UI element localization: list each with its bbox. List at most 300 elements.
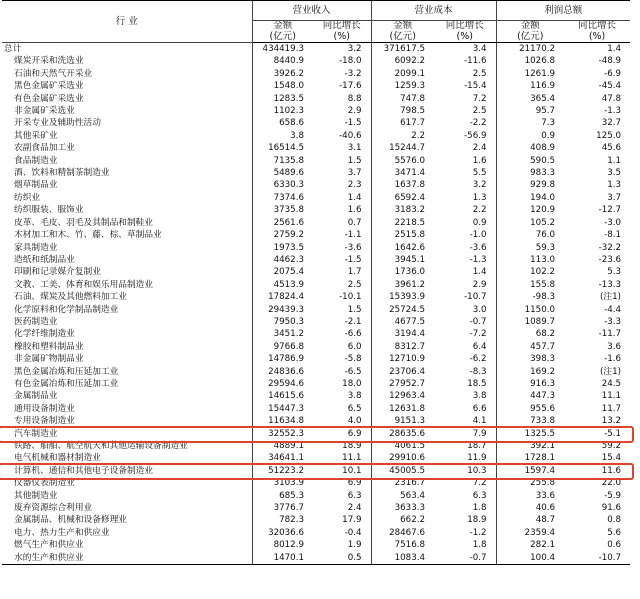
value-cell-profit-g: -32.2 bbox=[598, 242, 622, 253]
value-cell-profit-g: -5.1 bbox=[604, 428, 622, 439]
value-cell-rev-g: -3.2 bbox=[344, 68, 362, 79]
value-cell-rev-g: 17.9 bbox=[342, 515, 362, 526]
value-cell-profit-g: 22.0 bbox=[601, 478, 622, 489]
value-cell-profit: 120.9 bbox=[496, 204, 564, 216]
value-cell-rev-g: 6.9 bbox=[347, 478, 362, 489]
value-cell-profit-g: 0.8 bbox=[607, 515, 622, 526]
value-cell-profit: 408.9 bbox=[496, 142, 564, 154]
industry-name-cell: 印刷和记录媒介复制业 bbox=[14, 267, 101, 278]
value-cell-cost: 8312.7 bbox=[371, 341, 434, 353]
value-cell-rev: 7135.8 bbox=[252, 155, 313, 167]
table-row bbox=[2, 415, 630, 427]
industry-name-cell: 煤炭开采和洗选业 bbox=[14, 56, 84, 67]
value-cell-rev: 1973.5 bbox=[252, 242, 313, 254]
value-cell-rev: 3926.2 bbox=[252, 68, 313, 80]
table-row bbox=[2, 552, 630, 565]
value-cell-cost-g: -6.2 bbox=[469, 354, 487, 365]
profit-amount-header: 金额 (亿元) bbox=[496, 21, 564, 43]
value-cell-cost-g: 1.8 bbox=[472, 540, 487, 551]
value-cell-rev: 658.6 bbox=[252, 117, 313, 129]
value-cell-cost-g: 1.4 bbox=[472, 267, 487, 278]
value-cell-rev: 2561.6 bbox=[252, 217, 313, 229]
value-cell-rev-g: 3.8 bbox=[347, 391, 362, 402]
value-cell-profit: 916.3 bbox=[496, 378, 564, 390]
value-cell-cost-g: 7.2 bbox=[472, 478, 487, 489]
value-cell-cost: 25724.5 bbox=[371, 304, 434, 316]
value-cell-cost: 7516.8 bbox=[371, 539, 434, 551]
value-cell-cost-g: 6.3 bbox=[472, 490, 487, 501]
value-cell-rev-g: 2.4 bbox=[347, 503, 362, 514]
value-cell-cost-g: 18.5 bbox=[467, 378, 487, 389]
value-cell-cost-g: 2.4 bbox=[472, 143, 487, 154]
value-cell-profit-g: -10.7 bbox=[564, 552, 630, 565]
value-cell-profit: 1150.0 bbox=[496, 304, 564, 316]
value-cell-rev: 685.3 bbox=[252, 490, 313, 502]
value-cell-rev-g: 1.6 bbox=[347, 205, 362, 216]
value-cell-cost-g: 3.8 bbox=[472, 391, 487, 402]
industry-column-header: 行 业 bbox=[2, 1, 252, 43]
value-cell-cost: 2218.5 bbox=[371, 217, 434, 229]
table-row bbox=[2, 539, 630, 551]
value-cell-cost-g: 18.9 bbox=[467, 515, 487, 526]
industry-name-cell: 计算机、通信和其他电子设备制造业 bbox=[14, 465, 153, 476]
value-cell-profit: 282.1 bbox=[496, 539, 564, 551]
value-cell-profit: 113.0 bbox=[496, 254, 564, 266]
industry-name-cell: 金属制品、机械和设备修理业 bbox=[14, 515, 127, 526]
value-cell-cost-g: -3.6 bbox=[469, 242, 487, 253]
value-cell-rev: 1470.1 bbox=[252, 552, 313, 565]
value-cell-profit: 1089.7 bbox=[496, 316, 564, 328]
cost-amount-header: 金额 (亿元) bbox=[371, 21, 434, 43]
value-cell-profit-g: -1.6 bbox=[604, 354, 622, 365]
table-row bbox=[2, 490, 630, 502]
value-cell-profit: 116.9 bbox=[496, 80, 564, 92]
table-row bbox=[2, 440, 630, 452]
value-cell-cost-g: -56.9 bbox=[464, 130, 487, 141]
value-cell-profit: 169.2 bbox=[496, 366, 564, 378]
table-row bbox=[2, 279, 630, 291]
value-cell-rev-g: 1.7 bbox=[347, 267, 362, 278]
value-cell-profit-g: 125.0 bbox=[596, 130, 622, 141]
value-cell-cost-g: 7.9 bbox=[472, 428, 487, 439]
value-cell-rev: 4462.3 bbox=[252, 254, 313, 266]
value-cell-profit-g: 5.6 bbox=[607, 527, 622, 538]
value-cell-rev: 2759.2 bbox=[252, 229, 313, 241]
industry-financial-table bbox=[2, 0, 630, 565]
value-cell-profit: 59.3 bbox=[496, 242, 564, 254]
value-cell-rev-g: 1.4 bbox=[347, 192, 362, 203]
value-cell-rev: 14786.9 bbox=[252, 353, 313, 365]
industry-name-cell: 铁路、船舶、航空航天和其他运输设备制造业 bbox=[14, 441, 188, 451]
value-cell-rev: 3103.9 bbox=[252, 477, 313, 489]
value-cell-cost-g: 5.5 bbox=[472, 168, 487, 179]
value-cell-cost-g: 2.5 bbox=[472, 68, 487, 79]
value-cell-profit: 2359.4 bbox=[496, 527, 564, 539]
value-cell-rev-g: -6.6 bbox=[344, 329, 362, 340]
value-cell-cost-g: 2.5 bbox=[472, 106, 487, 117]
industry-name-cell: 酒、饮料和精制茶制造业 bbox=[14, 168, 110, 179]
value-cell-cost: 6592.4 bbox=[371, 192, 434, 204]
industry-name-cell: 非金属矿采选业 bbox=[14, 106, 75, 117]
value-cell-rev-g: -1.1 bbox=[344, 230, 362, 241]
value-cell-rev: 29439.3 bbox=[252, 304, 313, 316]
table-row bbox=[2, 353, 630, 365]
value-cell-profit-g: -11.7 bbox=[598, 329, 622, 340]
value-cell-rev-g: 18.9 bbox=[342, 441, 362, 451]
value-cell-profit: 76.0 bbox=[496, 229, 564, 241]
value-cell-profit-g: 1.1 bbox=[607, 155, 622, 166]
table-row bbox=[2, 179, 630, 191]
value-cell-rev: 16514.5 bbox=[252, 142, 313, 154]
industry-name-cell: 黑色金属矿采选业 bbox=[14, 81, 84, 92]
value-cell-cost-g: 6.4 bbox=[472, 341, 487, 352]
value-cell-profit: 102.2 bbox=[496, 266, 564, 278]
value-cell-profit: 21170.2 bbox=[496, 43, 564, 56]
industry-name-cell: 化学原料和化学制品制造业 bbox=[14, 304, 119, 315]
value-cell-rev-g: -5.8 bbox=[344, 354, 362, 365]
value-cell-cost: 3471.4 bbox=[371, 167, 434, 179]
value-cell-profit-g: -3.0 bbox=[604, 217, 622, 228]
value-cell-rev: 6330.3 bbox=[252, 179, 313, 191]
industry-name-cell: 电气机械和器材制造业 bbox=[14, 453, 101, 464]
industry-name-cell: 非金属矿物制品业 bbox=[14, 354, 84, 365]
value-cell-cost-g: 2.9 bbox=[472, 279, 487, 290]
value-cell-rev-g: 1.9 bbox=[347, 540, 362, 551]
table-row bbox=[2, 378, 630, 390]
value-cell-cost: 662.2 bbox=[371, 514, 434, 526]
value-cell-rev-g: 11.1 bbox=[342, 453, 362, 464]
value-cell-rev: 782.3 bbox=[252, 514, 313, 526]
value-cell-rev: 1283.5 bbox=[252, 93, 313, 105]
table-row bbox=[2, 527, 630, 539]
value-cell-profit: 733.8 bbox=[496, 415, 564, 427]
value-cell-rev-g: 1.5 bbox=[347, 155, 362, 166]
value-cell-cost: 3945.1 bbox=[371, 254, 434, 266]
industry-name-cell: 黑色金属冶炼和压延加工业 bbox=[14, 366, 119, 377]
industry-name-cell: 食品制造业 bbox=[14, 155, 58, 166]
value-cell-cost-g: 0.9 bbox=[472, 217, 487, 228]
industry-name-cell: 橡胶和塑料制品业 bbox=[14, 341, 84, 352]
value-cell-profit: 0.9 bbox=[496, 130, 564, 142]
value-cell-cost: 6092.2 bbox=[371, 55, 434, 67]
value-cell-cost: 45005.5 bbox=[371, 465, 434, 477]
value-cell-profit: 392.1 bbox=[496, 440, 564, 452]
value-cell-profit-g: (注1) bbox=[600, 292, 622, 303]
industry-name-cell: 汽车制造业 bbox=[14, 428, 58, 439]
value-cell-cost-g: 4.1 bbox=[472, 416, 487, 427]
value-cell-cost-g: -2.2 bbox=[469, 118, 487, 129]
value-cell-cost: 12631.8 bbox=[371, 403, 434, 415]
value-cell-cost-g: 11.9 bbox=[467, 453, 487, 464]
value-cell-profit: 457.7 bbox=[496, 341, 564, 353]
value-cell-cost-g: 3.2 bbox=[472, 180, 487, 191]
value-cell-cost-g: -11.6 bbox=[464, 56, 487, 67]
value-cell-cost: 15393.9 bbox=[371, 291, 434, 303]
value-cell-profit: 929.8 bbox=[496, 179, 564, 191]
value-cell-rev: 3451.2 bbox=[252, 328, 313, 340]
value-cell-profit-g: -45.4 bbox=[598, 81, 622, 92]
value-cell-rev: 15447.3 bbox=[252, 403, 313, 415]
industry-name-cell: 有色金属冶炼和压延加工业 bbox=[14, 378, 119, 389]
value-cell-profit-g: 3.6 bbox=[607, 341, 622, 352]
value-cell-cost: 9151.3 bbox=[371, 415, 434, 427]
table-row bbox=[2, 328, 630, 340]
value-cell-rev-g: 0.7 bbox=[347, 217, 362, 228]
value-cell-cost: 28635.6 bbox=[371, 428, 434, 440]
value-cell-cost: 5576.0 bbox=[371, 155, 434, 167]
value-cell-profit-g: 1.4 bbox=[607, 44, 622, 54]
table-row bbox=[2, 341, 630, 353]
value-cell-cost: 563.4 bbox=[371, 490, 434, 502]
table-row bbox=[2, 390, 630, 402]
value-cell-cost-g: 3.4 bbox=[472, 44, 487, 54]
value-cell-rev-g: 0.5 bbox=[313, 552, 371, 565]
value-cell-rev: 8012.9 bbox=[252, 539, 313, 551]
table-row bbox=[2, 477, 630, 489]
value-cell-cost-g: 1.3 bbox=[472, 192, 487, 203]
value-cell-profit-g: -1.3 bbox=[604, 106, 622, 117]
value-cell-profit-g: 1.3 bbox=[607, 180, 622, 191]
table-body bbox=[2, 43, 630, 565]
value-cell-cost: 12710.9 bbox=[371, 353, 434, 365]
value-cell-cost: 371617.5 bbox=[371, 43, 434, 56]
value-cell-profit-g: -4.4 bbox=[604, 304, 622, 315]
value-cell-profit: 95.7 bbox=[496, 105, 564, 117]
value-cell-rev-g: -3.6 bbox=[344, 242, 362, 253]
value-cell-rev-g: 3.7 bbox=[347, 168, 362, 179]
table-row bbox=[2, 502, 630, 514]
value-cell-rev: 4513.9 bbox=[252, 279, 313, 291]
table-row bbox=[2, 266, 630, 278]
value-cell-cost-g: 10.3 bbox=[467, 465, 487, 476]
value-cell-profit-g: 24.5 bbox=[601, 378, 622, 389]
value-cell-rev-g: -10.1 bbox=[339, 292, 362, 303]
value-cell-cost-g: -10.7 bbox=[464, 292, 487, 303]
value-cell-cost: 2316.7 bbox=[371, 477, 434, 489]
industry-name-cell: 电力、热力生产和供应业 bbox=[14, 527, 110, 538]
industry-name-cell: 石油、煤炭及其他燃料加工业 bbox=[14, 292, 127, 303]
value-cell-rev-g: 6.0 bbox=[347, 341, 362, 352]
value-cell-cost-g: 18.7 bbox=[467, 441, 487, 451]
table-row bbox=[2, 452, 630, 464]
value-cell-profit-g: 5.3 bbox=[607, 267, 622, 278]
value-cell-profit-g: 91.6 bbox=[601, 503, 622, 514]
industry-name-cell: 医药制造业 bbox=[14, 316, 58, 327]
value-cell-profit: 155.8 bbox=[496, 279, 564, 291]
value-cell-rev: 1102.3 bbox=[252, 105, 313, 117]
value-cell-rev-g: -1.5 bbox=[344, 254, 362, 265]
value-cell-rev-g: 1.5 bbox=[347, 304, 362, 315]
value-cell-cost-g: -1.3 bbox=[469, 254, 487, 265]
value-cell-profit: 1261.9 bbox=[496, 68, 564, 80]
table-row bbox=[2, 514, 630, 526]
value-cell-cost: 3633.3 bbox=[371, 502, 434, 514]
value-cell-profit: 40.6 bbox=[496, 502, 564, 514]
value-cell-cost: 29910.6 bbox=[371, 452, 434, 464]
value-cell-cost: 3961.2 bbox=[371, 279, 434, 291]
table-row bbox=[2, 105, 630, 117]
table-row-total bbox=[2, 43, 630, 56]
industry-name-cell: 家具制造业 bbox=[14, 242, 58, 253]
profit-growth-header: 同比增长 (%) bbox=[564, 21, 630, 43]
value-cell-profit-g: 15.4 bbox=[601, 453, 622, 464]
industry-name-cell: 造纸和纸制品业 bbox=[14, 254, 75, 265]
value-cell-rev: 1548.0 bbox=[252, 80, 313, 92]
industry-name-cell: 燃气生产和供应业 bbox=[14, 540, 84, 551]
industry-name-cell: 烟草制品业 bbox=[14, 180, 58, 191]
value-cell-rev: 32036.6 bbox=[252, 527, 313, 539]
value-cell-cost-g: -1.0 bbox=[469, 230, 487, 241]
value-cell-cost-g: 6.6 bbox=[472, 403, 487, 414]
value-cell-profit-g: -6.9 bbox=[604, 68, 622, 79]
value-cell-profit: 983.3 bbox=[496, 167, 564, 179]
value-cell-rev: 9766.8 bbox=[252, 341, 313, 353]
value-cell-profit-g: -13.3 bbox=[598, 279, 622, 290]
table-row bbox=[2, 142, 630, 154]
value-cell-profit: 105.2 bbox=[496, 217, 564, 229]
industry-name-cell: 化学纤维制造业 bbox=[14, 329, 75, 340]
value-cell-profit: 365.4 bbox=[496, 93, 564, 105]
value-cell-cost: 1642.6 bbox=[371, 242, 434, 254]
value-cell-profit: 255.8 bbox=[496, 477, 564, 489]
value-cell-rev: 3735.8 bbox=[252, 204, 313, 216]
industry-name-cell: 通用设备制造业 bbox=[14, 403, 75, 414]
value-cell-profit: 1597.4 bbox=[496, 465, 564, 477]
value-cell-rev-g: -0.4 bbox=[344, 527, 362, 538]
value-cell-rev-g: -1.5 bbox=[344, 118, 362, 129]
value-cell-rev-g: 3.1 bbox=[347, 143, 362, 154]
value-cell-profit-g: -48.9 bbox=[598, 56, 622, 67]
value-cell-cost-g: 7.2 bbox=[472, 93, 487, 104]
value-cell-profit-g: (注1) bbox=[600, 366, 622, 377]
industry-financial-table-container bbox=[2, 0, 630, 565]
table-row bbox=[2, 291, 630, 303]
value-cell-cost: 3183.2 bbox=[371, 204, 434, 216]
value-cell-cost-g: -15.4 bbox=[464, 81, 487, 92]
industry-name-cell: 石油和天然气开采业 bbox=[14, 68, 93, 79]
value-cell-cost-g: -0.7 bbox=[434, 552, 496, 565]
value-cell-rev: 24836.6 bbox=[252, 366, 313, 378]
table-row bbox=[2, 304, 630, 316]
industry-name-cell: 农副食品加工业 bbox=[14, 143, 75, 154]
industry-name-cell: 木材加工和木、竹、藤、棕、草制品业 bbox=[14, 230, 162, 241]
value-cell-rev: 434419.3 bbox=[252, 43, 313, 56]
industry-name-cell: 文教、工美、体育和娱乐用品制造业 bbox=[14, 279, 153, 290]
value-cell-rev: 11634.8 bbox=[252, 415, 313, 427]
value-cell-cost: 28467.6 bbox=[371, 527, 434, 539]
value-cell-rev-g: 2.9 bbox=[347, 106, 362, 117]
table-row bbox=[2, 204, 630, 216]
value-cell-rev-g: -40.6 bbox=[339, 130, 362, 141]
value-cell-profit: 447.3 bbox=[496, 390, 564, 402]
value-cell-cost: 4061.5 bbox=[371, 440, 434, 452]
industry-name-cell: 其他采矿业 bbox=[14, 130, 58, 141]
value-cell-profit-g: 59.2 bbox=[601, 441, 622, 451]
value-cell-profit-g: 3.7 bbox=[607, 192, 622, 203]
value-cell-profit-g: 47.8 bbox=[601, 93, 622, 104]
value-cell-profit-g: 32.7 bbox=[601, 118, 622, 129]
industry-name-cell: 仪器仪表制造业 bbox=[14, 478, 75, 489]
value-cell-rev: 2075.4 bbox=[252, 266, 313, 278]
value-cell-cost: 2515.8 bbox=[371, 229, 434, 241]
value-cell-cost: 2099.1 bbox=[371, 68, 434, 80]
value-cell-profit-g: 3.5 bbox=[607, 168, 622, 179]
industry-name-cell: 皮革、毛皮、羽毛及其制品和制鞋业 bbox=[14, 217, 153, 228]
value-cell-cost: 4677.5 bbox=[371, 316, 434, 328]
table-row bbox=[2, 68, 630, 80]
table-row bbox=[2, 80, 630, 92]
value-cell-profit: 955.6 bbox=[496, 403, 564, 415]
cost-growth-header: 同比增长 (%) bbox=[434, 21, 496, 43]
table-row bbox=[2, 229, 630, 241]
industry-name-cell: 纺织业 bbox=[14, 192, 41, 203]
value-cell-rev-g: -2.1 bbox=[344, 316, 362, 327]
value-cell-profit: 7.3 bbox=[496, 117, 564, 129]
industry-name-cell: 水的生产和供应业 bbox=[2, 552, 252, 565]
table-row bbox=[2, 242, 630, 254]
value-cell-cost-g: 2.2 bbox=[472, 205, 487, 216]
value-cell-cost-g: 1.8 bbox=[472, 503, 487, 514]
value-cell-profit-g: -5.9 bbox=[604, 490, 622, 501]
value-cell-rev: 4889.1 bbox=[252, 440, 313, 452]
value-cell-rev-g: 10.1 bbox=[342, 465, 362, 476]
value-cell-rev: 5489.6 bbox=[252, 167, 313, 179]
revenue-amount-header: 金额 (亿元) bbox=[252, 21, 313, 43]
value-cell-rev-g: 6.9 bbox=[347, 428, 362, 439]
value-cell-rev: 29594.6 bbox=[252, 378, 313, 390]
industry-name-cell: 总计 bbox=[4, 44, 22, 54]
value-cell-profit: 48.7 bbox=[496, 514, 564, 526]
value-cell-cost: 3194.4 bbox=[371, 328, 434, 340]
value-cell-rev-g: 8.8 bbox=[347, 93, 362, 104]
value-cell-rev-g: -18.0 bbox=[339, 56, 362, 67]
industry-name-cell: 金属制品业 bbox=[14, 391, 58, 402]
industry-name-cell: 其他制造业 bbox=[14, 490, 58, 501]
table-row bbox=[2, 465, 630, 477]
value-cell-profit: 194.0 bbox=[496, 192, 564, 204]
value-cell-rev: 14615.6 bbox=[252, 390, 313, 402]
value-cell-profit: 590.5 bbox=[496, 155, 564, 167]
value-cell-rev: 7374.6 bbox=[252, 192, 313, 204]
value-cell-rev: 7950.3 bbox=[252, 316, 313, 328]
value-cell-profit: 1728.1 bbox=[496, 452, 564, 464]
value-cell-rev: 8440.9 bbox=[252, 55, 313, 67]
revenue-group-header: 营业收入 bbox=[252, 1, 371, 21]
industry-name-cell: 专用设备制造业 bbox=[14, 416, 75, 427]
value-cell-profit: 33.6 bbox=[496, 490, 564, 502]
value-cell-profit-g: 11.6 bbox=[601, 465, 622, 476]
revenue-growth-header: 同比增长 (%) bbox=[313, 21, 371, 43]
value-cell-profit: 100.4 bbox=[496, 552, 564, 565]
value-cell-rev: 3.8 bbox=[252, 130, 313, 142]
value-cell-rev-g: 6.3 bbox=[347, 490, 362, 501]
table-row bbox=[2, 117, 630, 129]
value-cell-rev-g: 2.5 bbox=[347, 279, 362, 290]
table-row bbox=[2, 366, 630, 378]
value-cell-profit-g: 13.2 bbox=[601, 416, 622, 427]
value-cell-rev-g: 3.2 bbox=[347, 44, 362, 54]
value-cell-profit-g: 11.7 bbox=[601, 403, 622, 414]
industry-name-cell: 纺织服装、服饰业 bbox=[14, 205, 84, 216]
value-cell-profit: 398.3 bbox=[496, 353, 564, 365]
table-row bbox=[2, 155, 630, 167]
table-row bbox=[2, 254, 630, 266]
value-cell-cost: 1083.4 bbox=[371, 552, 434, 565]
value-cell-profit-g: -3.3 bbox=[604, 316, 622, 327]
value-cell-profit-g: 0.6 bbox=[607, 540, 622, 551]
value-cell-profit: 1325.5 bbox=[496, 428, 564, 440]
industry-name-cell: 开采专业及辅助性活动 bbox=[14, 118, 101, 129]
